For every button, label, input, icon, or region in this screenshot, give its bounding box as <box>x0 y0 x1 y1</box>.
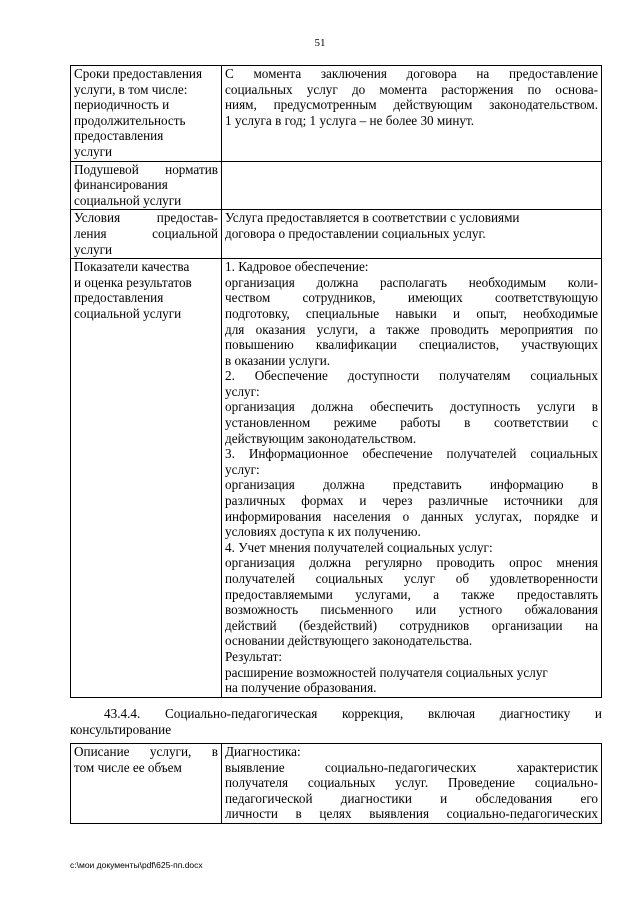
service-table-bottom <box>70 743 602 824</box>
row-value-conditions: Услуга предоставляется в соответствии с условиями договора о предоставлении социальных услуг. <box>222 210 602 259</box>
row-value-funding-norm <box>222 161 602 210</box>
table-row-description <box>71 744 602 824</box>
row-label-quality: Показатели качества и оценка результатов предоставления социальной услуги <box>71 259 222 698</box>
service-table-top <box>70 65 602 698</box>
footer-file-path: c:\мои документы\pdf\625-пп.docx <box>70 860 203 870</box>
row-label-funding-norm: Подушевой норматив финансирования социальной услуги <box>71 161 222 210</box>
section-heading-line2: консультирование <box>70 722 172 737</box>
row-value-description: Диагностика: выявление социально-педагогических характеристик получателя социальных услуг. Проведение социально- педагогической диагностики и обследования его личности в целях выявления социально-педагогических <box>222 744 602 824</box>
table-row-conditions <box>71 210 602 259</box>
row-label-terms: Сроки предоставления услуги, в том числе: периодичность и продолжительность предоставления услуги <box>71 66 222 162</box>
row-value-terms: С момента заключения договора на предоставление социальных услуг до момента расторжения по основа- ниям, предусмотренным действующим законодательством. 1 услуга в год; 1 услуга – не более 30 минут. <box>222 66 602 162</box>
table-row-quality <box>71 259 602 698</box>
section-heading <box>70 706 602 738</box>
page-number: 51 <box>314 37 326 49</box>
table-row-funding-norm <box>71 161 602 210</box>
row-label-conditions: Условия предостав- ления социальной услуги <box>71 210 222 259</box>
row-value-quality: 1. Кадровое обеспечение: организация должна располагать необходимым коли- чеством сотрудников, имеющих соответствующую подготовку, специальные навыки и опыт, необходимые для оказания услуги, а также проводить мероприятия по повышению квалификации специалистов, участвующих в оказании услуги. 2. Обеспечение доступности получателям социальных услуг: организация должна обеспечить доступность услуги в установленном режиме работы в соответствии с действующим законодательством. 3. Информационное обеспечение получателей социальных услуг: организация должна представить информацию в различных формах и через различные источники для информирования населения о данных услугах, порядке и условиях доступа к их получению. 4. Учет мнения получателей социальных услуг: организация должна регулярно проводить опрос мнения получателей социальных услуг об удовлетворенности предоставляемыми услугами, а также предоставлять возможность письменного или устного обжалования действий (бездействий) сотрудников организации на основании действующего законодательства. Результат: расширение возможностей получателя социальных услуг на получение образования. <box>222 259 602 698</box>
section-heading-line1: 43.4.4. Социально-педагогическая коррекция, включая диагностику и <box>104 706 602 721</box>
row-label-description: Описание услуги, в том числе ее объем <box>71 744 222 824</box>
table-row-terms <box>71 66 602 162</box>
